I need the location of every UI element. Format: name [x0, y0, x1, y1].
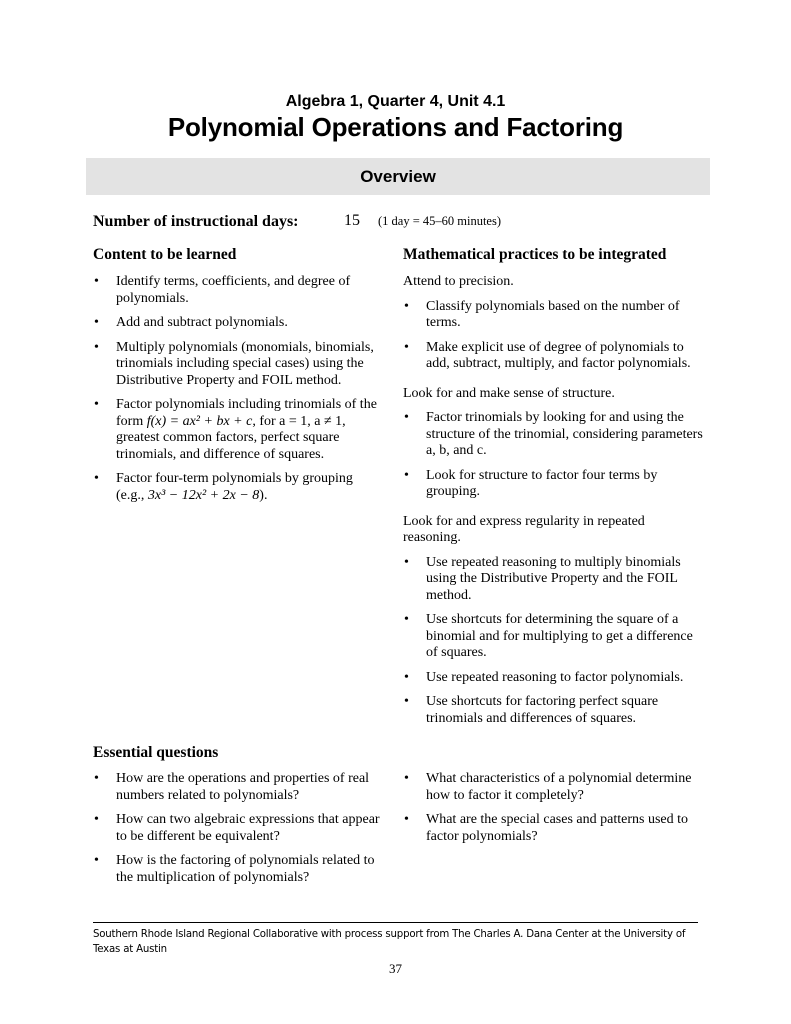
list-item: • Use repeated reasoning to factor polynomials. — [403, 670, 703, 687]
list-item: • Use shortcuts for determining the square of a binomial and for multiplying to get a difference of squares. — [403, 612, 703, 662]
list-item: • Make explicit use of degree of polynomials to add, subtract, multiply, and factor polynomials. — [403, 340, 703, 373]
list-item: • Factor trinomials by looking for and using the structure of the trinomial, considering parameters a, b, and c. — [403, 410, 703, 460]
factor-line1: Factor polynomials including trinomials of the — [116, 397, 377, 412]
formula-condition: , for a = 1, a ≠ 1, — [252, 413, 346, 429]
overview-banner — [86, 158, 710, 195]
list-item: • Identify terms, coefficients, and degree of polynomials. — [93, 274, 393, 307]
essential-questions-left — [93, 771, 393, 894]
essential-questions-right — [403, 771, 703, 853]
list-item: • What are the special cases and patterns used to factor polynomials? — [403, 812, 703, 845]
list-item: • Add and subtract polynomials. — [93, 315, 393, 332]
list-item-grouping — [93, 471, 393, 504]
formula: f(x) = ax² + bx + c — [146, 413, 253, 429]
question-list — [93, 771, 393, 886]
overview-label: Overview — [360, 166, 436, 186]
page-number: 37 — [389, 961, 402, 976]
practices-column — [403, 246, 703, 740]
practice-group — [403, 514, 703, 728]
question-list — [403, 771, 703, 845]
content-column — [93, 246, 393, 512]
practice-group — [403, 386, 703, 501]
practice-lead: Look for and make sense of structure. — [403, 385, 615, 401]
practice-list — [403, 555, 703, 728]
unit-subtitle: Algebra 1, Quarter 4, Unit 4.1 — [285, 93, 506, 110]
grouping-example: 3x³ − 12x² + 2x − 8 — [147, 487, 260, 503]
practices-heading: Mathematical practices to be integrated — [403, 246, 667, 263]
practice-list — [403, 410, 703, 501]
list-item-factor — [93, 397, 393, 463]
list-item: • How are the operations and properties of real numbers related to polynomials? — [93, 771, 393, 804]
list-item: • How can two algebraic expressions that appear to be different be equivalent? — [93, 812, 393, 845]
page-title: Polynomial Operations and Factoring — [167, 112, 624, 142]
list-item: • Look for structure to factor four terms by grouping. — [403, 468, 703, 501]
factor-rest: greatest common factors, perfect square trinomials, and difference of squares. — [116, 430, 340, 462]
footer-credit: Southern Rhode Island Regional Collaborative with process support from The Charles A. Dana Center at the University of Texas at Austin — [93, 929, 686, 955]
list-item: • Use shortcuts for factoring perfect square trinomials and differences of squares. — [403, 694, 703, 727]
example-suffix: ). — [259, 487, 268, 503]
content-list — [93, 274, 393, 504]
list-item: • Use repeated reasoning to multiply binomials using the Distributive Property and the FOIL method. — [403, 555, 703, 605]
footer-divider — [93, 922, 698, 923]
grouping-text: Factor four-term polynomials by grouping — [116, 471, 353, 486]
practice-group — [403, 274, 703, 373]
list-item: • Multiply polynomials (monomials, binomials, trinomials including special cases) using the Distributive Property and FOIL method. — [93, 340, 393, 390]
instructional-days-label: Number of instructional days: — [93, 213, 299, 230]
list-item: • What characteristics of a polynomial determine how to factor it completely? — [403, 771, 703, 804]
essential-questions-heading: Essential questions — [93, 744, 219, 761]
example-prefix: (e.g., — [116, 487, 148, 503]
content-heading: Content to be learned — [93, 246, 237, 263]
practice-list — [403, 299, 703, 373]
instructional-days-note: (1 day = 45–60 minutes) — [378, 214, 502, 228]
form-word: form — [116, 413, 144, 429]
list-item: • How is the factoring of polynomials related to the multiplication of polynomials? — [93, 853, 393, 886]
list-item: • Classify polynomials based on the number of terms. — [403, 299, 703, 332]
instructional-days-value: 15 — [344, 212, 360, 229]
practice-lead: Attend to precision. — [403, 274, 514, 289]
practice-lead: Look for and express regularity in repeated reasoning. — [403, 513, 645, 545]
